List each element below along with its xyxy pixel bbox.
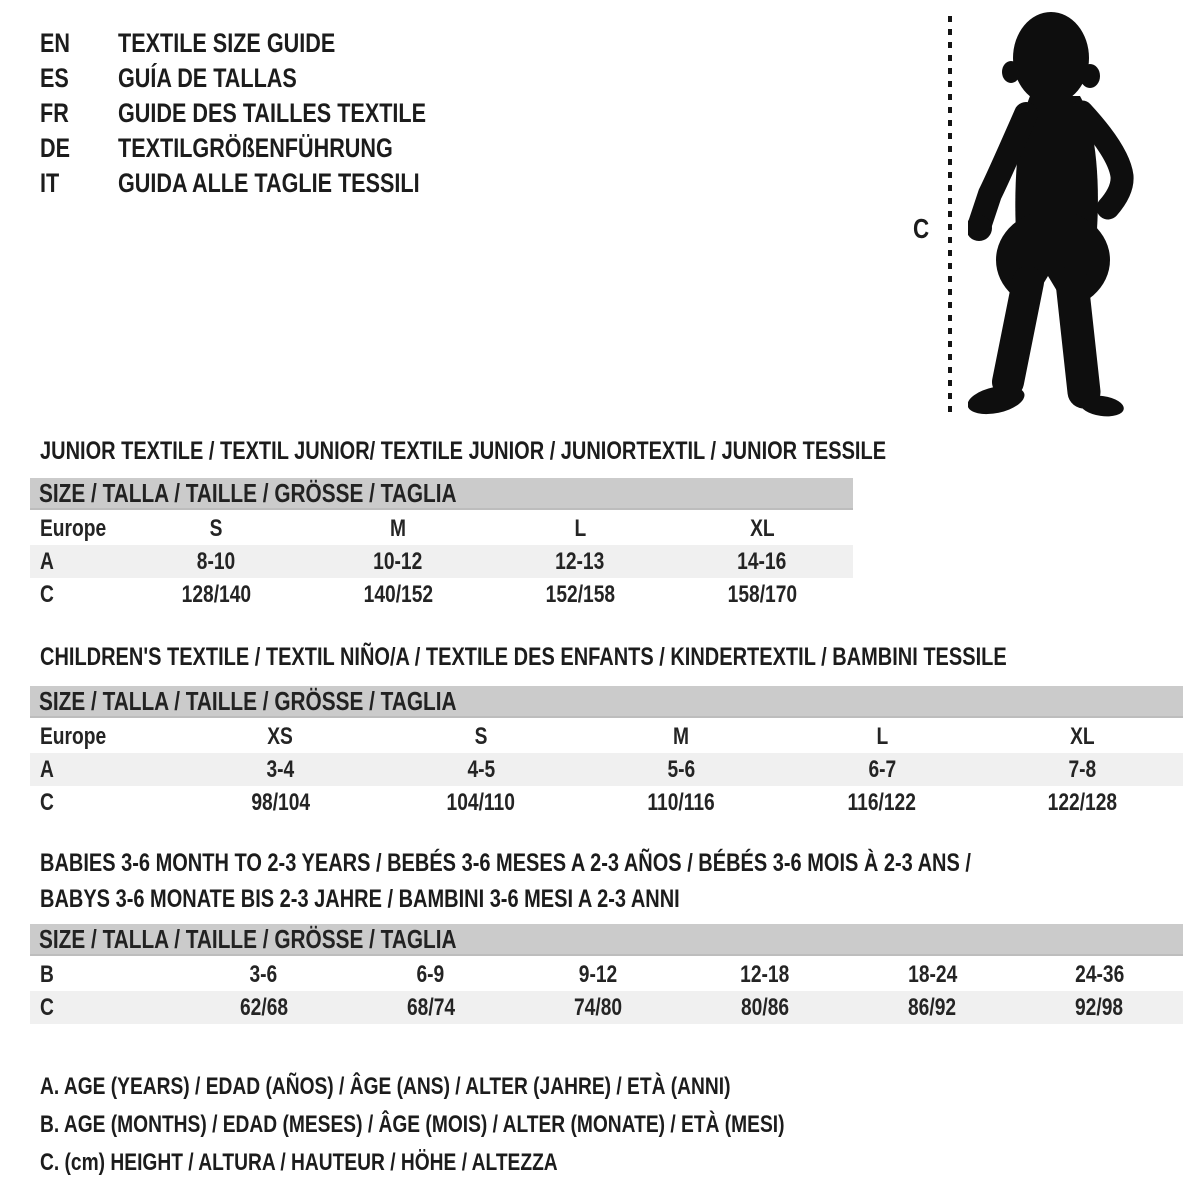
measure-legend <box>40 1068 971 1182</box>
lang-title-es: GUÍA DE TALLAS <box>118 63 297 93</box>
children-section-title: CHILDREN'S TEXTILE / TEXTIL NIÑO/A / TEXTILE DES ENFANTS / KINDERTEXTIL / BAMBINI TESSILE <box>40 643 1007 671</box>
cell-value: 92/98 <box>1075 993 1124 1021</box>
cell-value: 74/80 <box>573 993 622 1021</box>
children-size-table <box>30 686 1183 819</box>
cell-value: 9-12 <box>578 960 618 988</box>
cell-value: 122/128 <box>1047 788 1118 816</box>
cell-value: 110/116 <box>647 788 716 816</box>
lang-row-fr <box>40 96 503 131</box>
cell-value: XS <box>267 722 294 750</box>
cell-value: 68/74 <box>406 993 455 1021</box>
legend-line-a: A. AGE (YEARS) / EDAD (AÑOS) / ÂGE (ANS) / ALTER (JAHRE) / ETÀ (ANNI) <box>40 1073 731 1100</box>
cell-value: 12-18 <box>740 960 790 988</box>
table-row <box>30 786 1183 819</box>
cell-value: 12-13 <box>555 547 605 575</box>
cell-value: S <box>474 722 488 750</box>
cell-value: 10-12 <box>373 547 423 575</box>
cell-value: S <box>209 514 223 542</box>
cell-value: XL <box>749 514 775 542</box>
lang-title-it: GUIDA ALLE TAGLIE TESSILI <box>118 168 420 198</box>
table-row <box>30 991 1183 1024</box>
cell-value: 104/110 <box>446 788 516 816</box>
height-measure-label: C <box>913 213 930 244</box>
cell-value: M <box>673 722 690 750</box>
language-title-list <box>40 26 503 201</box>
babies-section-title-line2: BABYS 3-6 MONATE BIS 2-3 JAHRE / BAMBINI 3-6 MESI A 2-3 ANNI <box>40 885 680 913</box>
cell-value: 86/92 <box>908 993 957 1021</box>
lang-row-it <box>40 166 503 201</box>
size-header-bar: SIZE / TALLA / TAILLE / GRÖSSE / TAGLIA <box>30 924 1183 956</box>
lang-code-fr: FR <box>40 98 69 128</box>
cell-value: 80/86 <box>741 993 790 1021</box>
babies-section-title-line1: BABIES 3-6 MONTH TO 2-3 YEARS / BEBÉS 3-6 MESES A 2-3 AÑOS / BÉBÉS 3-6 MOIS À 2-3 ANS / <box>40 849 971 877</box>
cell-value: L <box>574 514 586 542</box>
size-header-bar: SIZE / TALLA / TAILLE / GRÖSSE / TAGLIA <box>30 686 1183 718</box>
toddler-silhouette-icon <box>968 10 1146 427</box>
cell-value: 98/104 <box>250 788 310 816</box>
cell-value: 6-7 <box>868 755 896 783</box>
size-header-bar: SIZE / TALLA / TAILLE / GRÖSSE / TAGLIA <box>30 478 853 510</box>
legend-line-b: B. AGE (MONTHS) / EDAD (MESES) / ÂGE (MOIS) / ALTER (MONATE) / ETÀ (MESI) <box>40 1111 785 1138</box>
lang-code-es: ES <box>40 63 69 93</box>
cell-value: 3-4 <box>266 755 295 783</box>
lang-title-fr: GUIDE DES TAILLES TEXTILE <box>118 98 427 128</box>
row-label: C <box>40 580 54 608</box>
cell-value: 3-6 <box>249 960 278 988</box>
lang-title-en: TEXTILE SIZE GUIDE <box>118 28 336 58</box>
row-label: A <box>40 547 54 575</box>
table-row <box>30 545 853 578</box>
cell-value: 116/122 <box>847 788 917 816</box>
cell-value: L <box>876 722 888 750</box>
cell-value: 5-6 <box>667 755 696 783</box>
cell-value: 24-36 <box>1074 960 1125 988</box>
legend-line-c: C. (cm) HEIGHT / ALTURA / HAUTEUR / HÖHE / ALTEZZA <box>40 1149 558 1176</box>
row-label: A <box>40 755 54 783</box>
junior-size-table <box>30 478 853 611</box>
lang-code-en: EN <box>40 28 71 58</box>
row-label: Europe <box>40 722 107 750</box>
row-label: B <box>40 960 54 988</box>
cell-value: 158/170 <box>727 580 797 608</box>
table-row <box>30 578 853 611</box>
lang-row-de <box>40 131 503 166</box>
lang-code-it: IT <box>40 168 60 198</box>
cell-value: 8-10 <box>196 547 236 575</box>
cell-value: XL <box>1070 722 1095 750</box>
lang-code-de: DE <box>40 133 71 163</box>
table-row <box>30 958 1183 991</box>
cell-value: 14-16 <box>737 547 787 575</box>
row-label: Europe <box>40 514 107 542</box>
cell-value: 7-8 <box>1068 755 1097 783</box>
table-row <box>30 512 853 545</box>
babies-size-table <box>30 924 1183 1024</box>
lang-row-en <box>40 26 503 61</box>
junior-section-title: JUNIOR TEXTILE / TEXTIL JUNIOR/ TEXTILE JUNIOR / JUNIORTEXTIL / JUNIOR TESSILE <box>40 437 887 465</box>
row-label: C <box>40 788 54 816</box>
cell-value: 128/140 <box>181 580 251 608</box>
lang-title-de: TEXTILGRÖßENFÜHRUNG <box>118 133 393 163</box>
cell-value: 4-5 <box>467 755 495 783</box>
cell-value: 152/158 <box>545 580 615 608</box>
table-row <box>30 753 1183 786</box>
row-label: C <box>40 993 54 1021</box>
cell-value: 6-9 <box>416 960 445 988</box>
cell-value: M <box>390 514 406 542</box>
lang-row-es <box>40 61 503 96</box>
height-dashed-line <box>948 16 952 416</box>
table-row <box>30 720 1183 753</box>
cell-value: 140/152 <box>363 580 433 608</box>
cell-value: 18-24 <box>907 960 957 988</box>
cell-value: 62/68 <box>239 993 288 1021</box>
